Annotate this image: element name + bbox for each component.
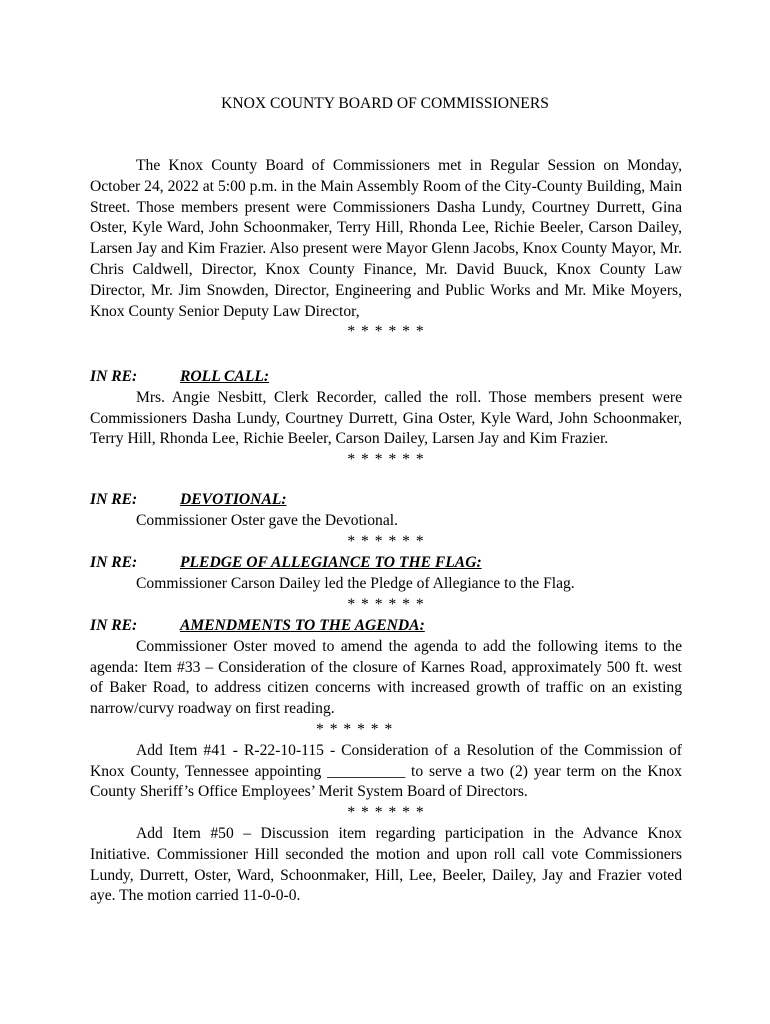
item-41-paragraph: Add Item #41 - R-22-10-115 - Consideration of a Resolution of the Commission of Knox County, Tennessee appointing __________ to serve a two (2) year term on the Knox County Sheriff’s Office Employees’ Merit System Board of Directors. — [90, 741, 682, 801]
section-heading — [90, 490, 682, 511]
item-50-paragraph: Add Item #50 – Discussion item regarding participation in the Advance Knox Initiative. Commissioner Hill seconded the motion and upon roll call vote Commissioners Lundy, Durrett, Oster, Ward, Schoonmaker, Hill, Lee, Beeler, Dailey, Jay and Frazier voted aye. The motion carried 11-0-0-0. — [90, 824, 682, 905]
section-heading — [90, 616, 682, 637]
separator: * * * * * * — [316, 720, 394, 738]
intro-paragraph: The Knox County Board of Commissioners met in Regular Session on Monday, October 24, 2022 at 5:00 p.m. in the Main Assembly Room of the City-County Building, Main Street. Those members present were Commissioners Dasha Lundy, Courtney Durrett, Gina Oster, Kyle Ward, John Schoonmaker, Terry Hill, Rhonda Lee, Richie Beeler, Carson Dailey, Larsen Jay and Kim Frazier. Also present were Mayor Glenn Jacobs, Knox County Mayor, Mr. Chris Caldwell, Director, Knox County Finance, Mr. David Buuck, Knox County Law Director, Mr. Jim Snowden, Director, Engineering and Public Works and Mr. Mike Moyers, Knox County Senior Deputy Law Director, — [90, 157, 682, 320]
section-text: Mrs. Angie Nesbitt, Clerk Recorder, called the roll. Those members present were Commissioners Dasha Lundy, Courtney Durrett, Gina Oster, Kyle Ward, John Schoonmaker, Terry Hill, Rhonda Lee, Richie Beeler, Carson Dailey, Larsen Jay and Kim Frazier. — [90, 388, 682, 448]
section-text: Commissioner Oster moved to amend the agenda to add the following items to the agenda: Item #33 – Consideration of the closure of Karnes Road, approximately 500 ft. west of Baker Road, to address citizen concerns with increased growth of traffic on an existing narrow/curvy roadway on first reading. — [90, 637, 682, 718]
heading-text: ROLL CALL: — [180, 368, 270, 385]
document-title: KNOX COUNTY BOARD OF COMMISSIONERS — [221, 95, 549, 112]
section-devotional — [90, 490, 682, 552]
separator: * * * * * * — [347, 595, 425, 613]
in-re-label: IN RE: — [90, 368, 138, 385]
section-amendments — [90, 616, 682, 907]
section-heading — [90, 367, 682, 388]
intro-block — [90, 156, 682, 343]
separator: * * * * * * — [347, 451, 425, 469]
in-re-label: IN RE: — [90, 491, 138, 508]
heading-text: AMENDMENTS TO THE AGENDA: — [180, 617, 425, 634]
heading-text: PLEDGE OF ALLEGIANCE TO THE FLAG: — [180, 554, 482, 571]
separator: * * * * * * — [347, 323, 425, 341]
section-pledge — [90, 553, 682, 615]
section-roll-call — [90, 367, 682, 471]
section-text: Commissioner Oster gave the Devotional. — [136, 511, 399, 529]
separator: * * * * * * — [347, 532, 425, 550]
section-heading — [90, 553, 682, 574]
heading-text: DEVOTIONAL: — [180, 491, 287, 508]
in-re-label: IN RE: — [90, 554, 138, 571]
separator: * * * * * * — [347, 804, 425, 822]
section-text: Commissioner Carson Dailey led the Pledge of Allegiance to the Flag. — [136, 574, 575, 592]
in-re-label: IN RE: — [90, 617, 138, 634]
